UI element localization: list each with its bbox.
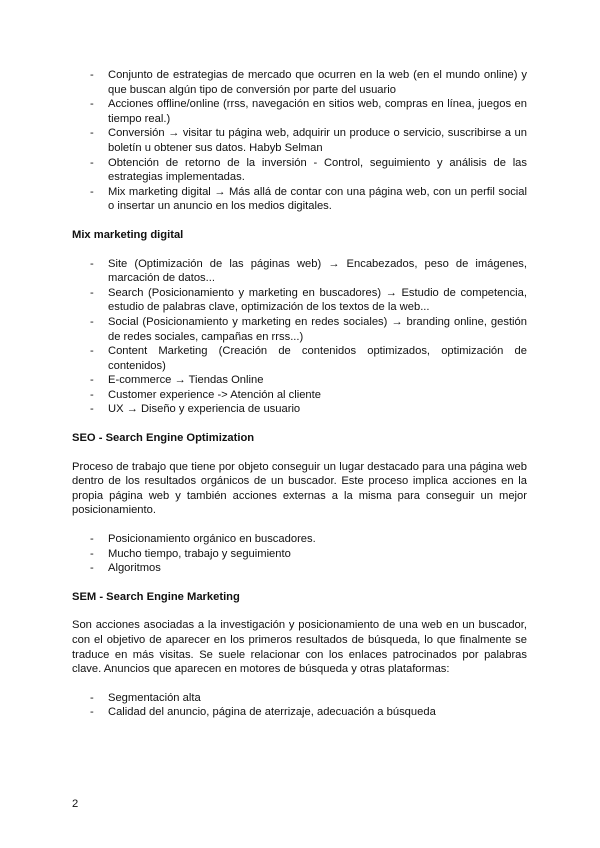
sem-heading: SEM - Search Engine Marketing	[72, 590, 240, 603]
bullet-marker: -	[90, 315, 94, 328]
list-item	[72, 156, 527, 185]
list-item	[72, 705, 527, 720]
list-item	[72, 97, 527, 126]
page-number: 2	[72, 798, 79, 810]
bullet-marker: -	[90, 388, 94, 401]
list-item-text: Conversión → visitar tu página web, adquirir un produce o servicio, suscribirse a un boletín u obtener sus datos. Habyb Selman	[108, 127, 527, 154]
list-item-text: Search (Posicionamiento y marketing en buscadores) → Estudio de competencia, estudio de palabras clave, optimización de los textos de la web...	[108, 286, 527, 314]
list-item	[72, 402, 527, 417]
list-item-text: Customer experience -> Atención al cliente	[108, 388, 321, 401]
list-item	[72, 561, 527, 576]
list-item-text: Calidad del anuncio, página de aterrizaje, adecuación a búsqueda	[108, 706, 436, 719]
bullet-marker: -	[90, 533, 94, 546]
seo-heading: SEO - Search Engine Optimization	[72, 432, 255, 445]
list-item-text: Segmentación alta	[108, 691, 201, 704]
list-item	[72, 286, 527, 315]
list-item-text: Obtención de retorno de la inversión - Control, seguimiento y análisis de las estrategias implementadas.	[108, 156, 527, 184]
sem-list	[72, 691, 527, 720]
bullet-marker: -	[90, 374, 94, 387]
list-item	[72, 532, 527, 547]
list-item-text: Content Marketing (Creación de contenidos optimizados, optimización de contenidos)	[108, 345, 527, 372]
list-item	[72, 315, 527, 344]
list-item	[72, 257, 527, 286]
list-item	[72, 388, 527, 403]
list-item	[72, 373, 527, 388]
bullet-marker: -	[90, 691, 94, 704]
list-item-text: Mix marketing digital → Más allá de contar con una página web, con un perfil social o insertar un anuncio en los medios digitales.	[108, 185, 527, 213]
mix-list	[72, 257, 527, 418]
bullet-marker: -	[90, 257, 94, 270]
bullet-marker: -	[90, 403, 94, 416]
list-item-text: Acciones offline/online (rrss, navegación en sitios web, compras en línea, juegos en tiempo real.)	[108, 98, 527, 125]
list-item	[72, 691, 527, 706]
list-item-text: Algoritmos	[108, 562, 161, 575]
list-item-text: UX → Diseño y experiencia de usuario	[108, 403, 301, 416]
seo-paragraph: Proceso de trabajo que tiene por objeto conseguir un lugar destacado para una página web dentro de los resultados orgánicos de un buscador. Este proceso implica acciones en la propia página web y también acciones externas a la misma para conseguir un mejor posicionamiento.	[72, 460, 527, 517]
bullet-marker: -	[90, 185, 94, 198]
bullet-marker: -	[90, 127, 94, 140]
bullet-marker: -	[90, 286, 94, 299]
list-item-text: Site (Optimización de las páginas web) → Encabezados, peso de imágenes, marcación de datos...	[108, 257, 527, 285]
sem-paragraph: Son acciones asociadas a la investigación y posicionamiento de una web en un buscador, con el objetivo de aparecer en los primeros resultados de búsqueda, lo que finalmente se traduce en más visitas. Se suele relacionar con los enlaces patrocinados por palabras clave. Anuncios que aparecen en motores de búsqueda y otras plataformas:	[72, 619, 527, 676]
bullet-marker: -	[90, 547, 94, 560]
list-item	[72, 344, 527, 373]
bullet-marker: -	[90, 345, 94, 358]
seo-list	[72, 532, 527, 576]
page-content	[72, 68, 527, 720]
list-item-text: Conjunto de estrategias de mercado que ocurren en la web (en el mundo online) y que buscan algún tipo de conversión por parte del usuario	[108, 69, 527, 96]
list-item	[72, 547, 527, 562]
list-item-text: Mucho tiempo, trabajo y seguimiento	[108, 547, 291, 560]
list-item-text: E-commerce → Tiendas Online	[108, 374, 264, 387]
bullet-marker: -	[90, 562, 94, 575]
list-item-text: Social (Posicionamiento y marketing en redes sociales) → branding online, gestión de redes sociales, campañas en rrss...)	[108, 315, 527, 343]
bullet-marker: -	[90, 706, 94, 719]
list-item	[72, 126, 527, 155]
bullet-marker: -	[90, 156, 94, 169]
list-item	[72, 68, 527, 97]
mix-heading: Mix marketing digital	[72, 228, 184, 241]
list-item	[72, 185, 527, 214]
intro-list	[72, 68, 527, 214]
list-item-text: Posicionamiento orgánico en buscadores.	[108, 533, 316, 546]
bullet-marker: -	[90, 69, 94, 81]
bullet-marker: -	[90, 98, 94, 111]
